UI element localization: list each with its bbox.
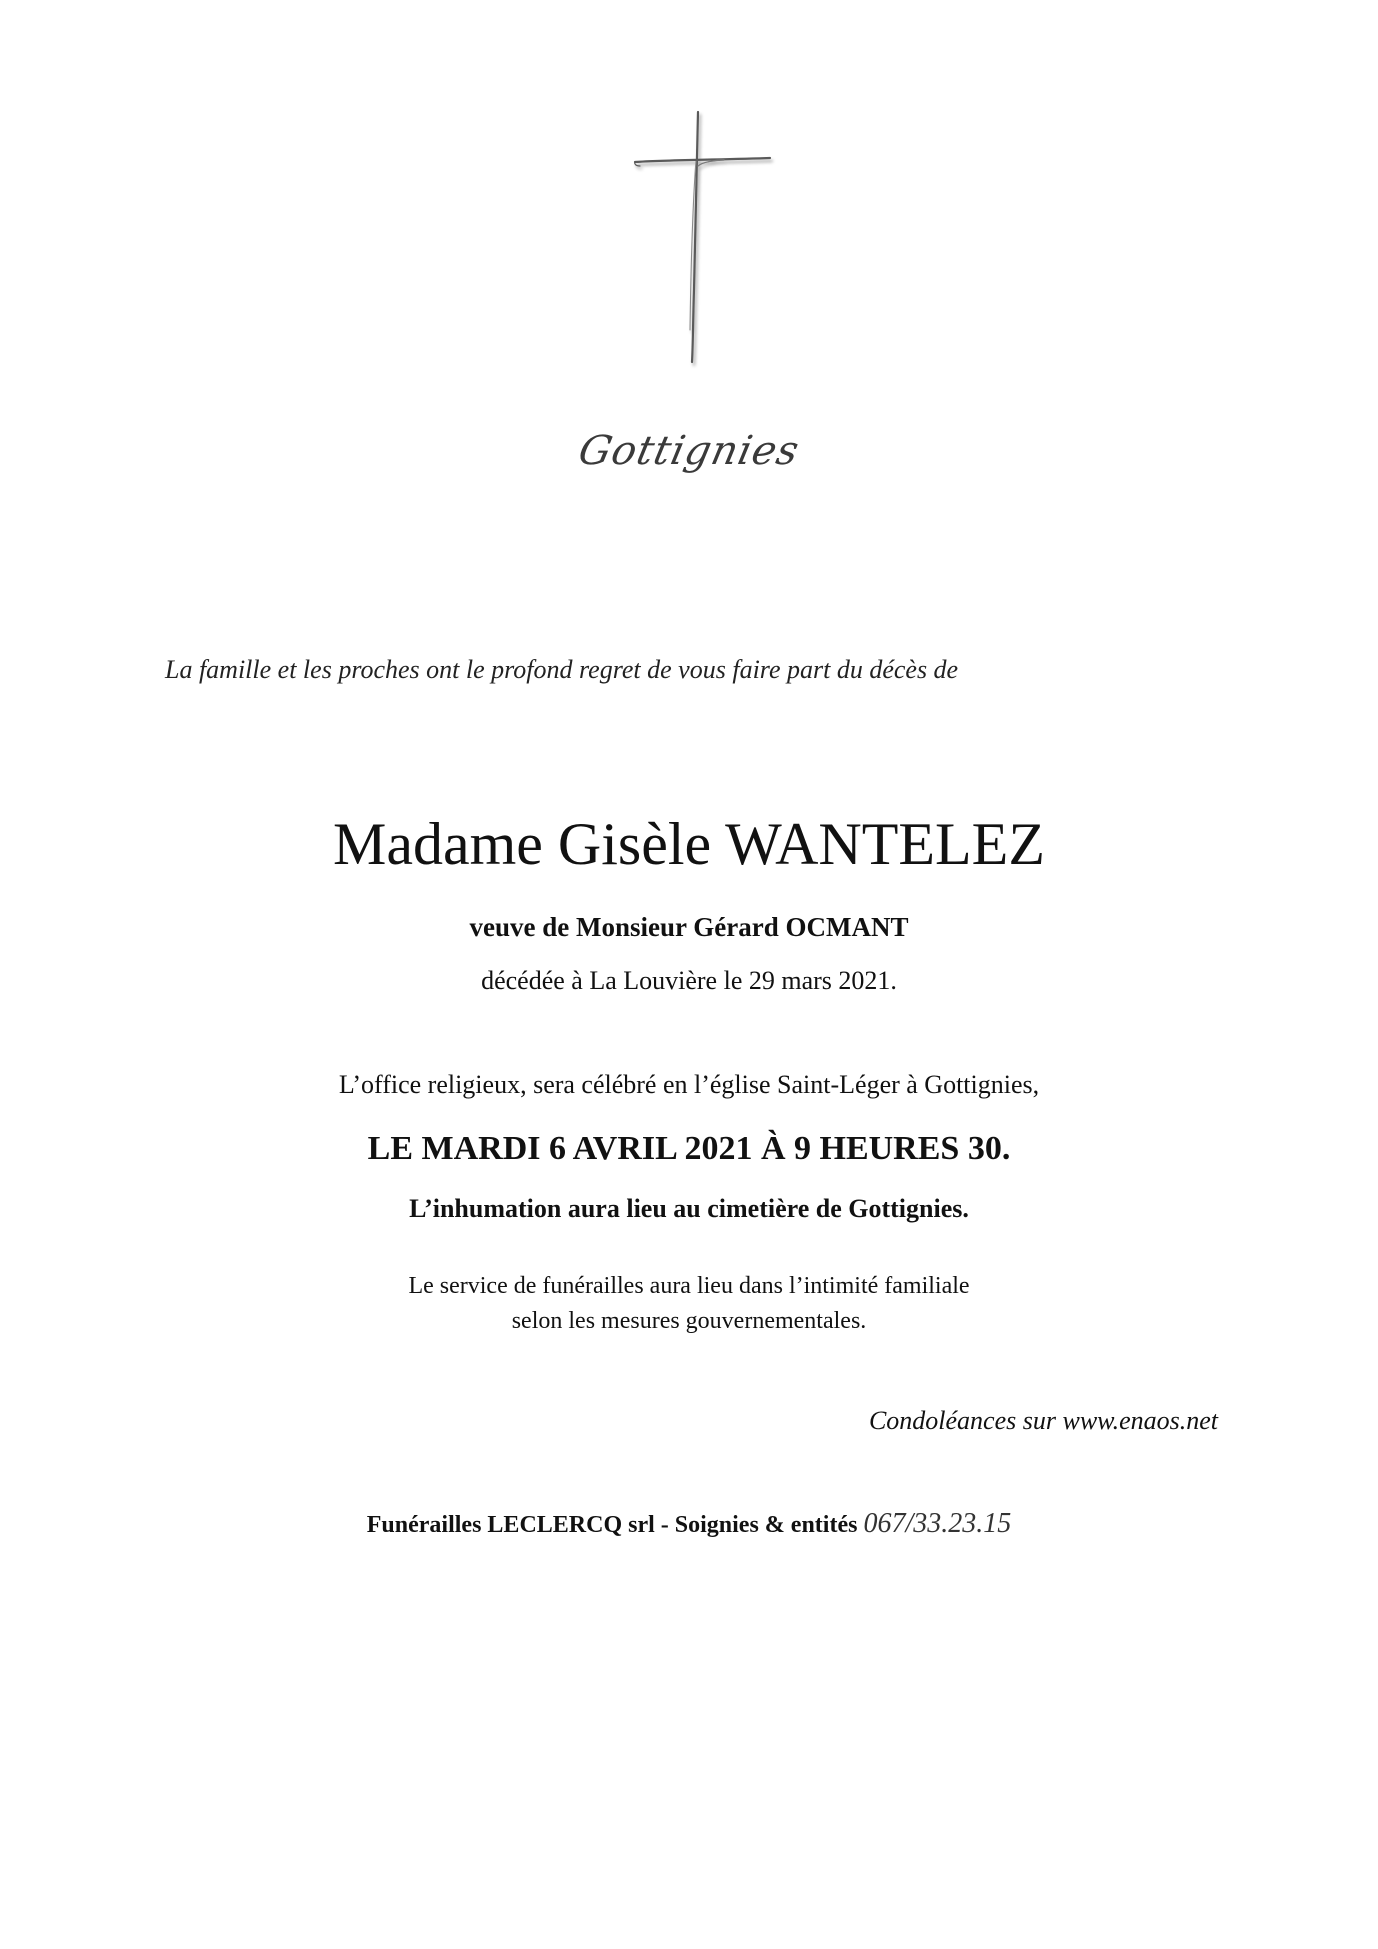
- deceased-name: Madame Gisèle WANTELEZ: [332, 811, 1045, 877]
- funeral-home-phone: 067/33.23.15: [863, 1508, 1012, 1539]
- place-name: Gottignies: [574, 428, 804, 474]
- intro-text: La famille et les proches ont le profond regret de vous faire part du décès de: [165, 655, 959, 684]
- funeral-home-name: Funérailles LECLERCQ srl - Soignies & entités: [366, 1512, 858, 1538]
- burial-text: L’inhumation aura lieu au cimetière de Gottignies.: [409, 1194, 969, 1223]
- ceremony-date: LE MARDI 6 AVRIL 2021 À 9 HEURES 30.: [367, 1130, 1011, 1167]
- service-note-line1: Le service de funérailles aura lieu dans l’intimité familiale: [408, 1273, 970, 1299]
- death-info: décédée à La Louvière le 29 mars 2021.: [481, 966, 897, 995]
- funeral-home-footer: [0, 1508, 1378, 1540]
- widow-of-text: veuve de Monsieur Gérard OCMANT: [469, 912, 909, 942]
- cross-icon: [620, 100, 780, 380]
- service-note-line2: selon les mesures gouvernementales.: [511, 1308, 867, 1334]
- condolences-text: Condoléances sur www.enaos.net: [868, 1406, 1218, 1435]
- office-text: L’office religieux, sera célébré en l’église Saint-Léger à Gottignies,: [338, 1070, 1040, 1099]
